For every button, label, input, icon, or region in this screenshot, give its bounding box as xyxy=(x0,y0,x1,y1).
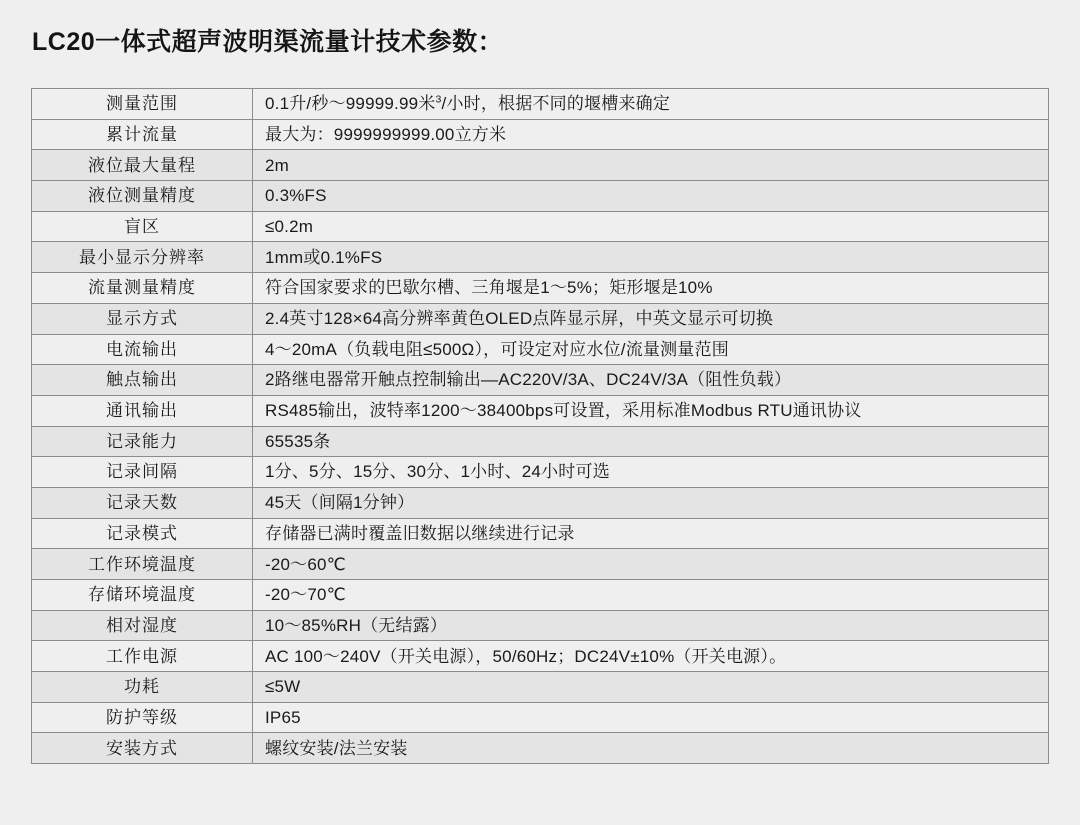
page-title: LC20一体式超声波明渠流量计技术参数： xyxy=(32,28,504,56)
spec-label: 盲区 xyxy=(32,211,253,242)
spec-value: 65535条 xyxy=(253,426,1049,457)
spec-value: -20～70℃ xyxy=(253,580,1049,611)
spec-value: 2m xyxy=(253,150,1049,181)
table-row xyxy=(32,273,1049,304)
table-row xyxy=(32,457,1049,488)
spec-label: 最小显示分辨率 xyxy=(32,242,253,273)
table-row xyxy=(32,181,1049,212)
table-row xyxy=(32,672,1049,703)
spec-label: 记录天数 xyxy=(32,487,253,518)
spec-value: AC 100～240V（开关电源），50/60Hz；DC24V±10%（开关电源）。 xyxy=(253,641,1049,672)
spec-label: 工作电源 xyxy=(32,641,253,672)
spec-value: 螺纹安装/法兰安装 xyxy=(253,733,1049,764)
spec-value: -20～60℃ xyxy=(253,549,1049,580)
table-row xyxy=(32,119,1049,150)
spec-label: 液位测量精度 xyxy=(32,181,253,212)
spec-label: 功耗 xyxy=(32,672,253,703)
spec-value: 1mm或0.1%FS xyxy=(253,242,1049,273)
spec-label: 记录能力 xyxy=(32,426,253,457)
spec-value: 1分、5分、15分、30分、1小时、24小时可选 xyxy=(253,457,1049,488)
spec-value: 4～20mA（负载电阻≤500Ω），可设定对应水位/流量测量范围 xyxy=(253,334,1049,365)
spec-label: 显示方式 xyxy=(32,303,253,334)
table-row xyxy=(32,395,1049,426)
table-row xyxy=(32,733,1049,764)
table-row xyxy=(32,702,1049,733)
spec-label: 工作环境温度 xyxy=(32,549,253,580)
spec-value: ≤0.2m xyxy=(253,211,1049,242)
spec-label: 流量测量精度 xyxy=(32,273,253,304)
spec-value: 2路继电器常开触点控制输出—AC220V/3A、DC24V/3A（阻性负载） xyxy=(253,365,1049,396)
table-row xyxy=(32,334,1049,365)
table-row xyxy=(32,426,1049,457)
table-row xyxy=(32,549,1049,580)
table-row xyxy=(32,641,1049,672)
table-row xyxy=(32,487,1049,518)
spec-value xyxy=(253,89,1049,120)
spec-label: 液位最大量程 xyxy=(32,150,253,181)
spec-label: 存储环境温度 xyxy=(32,580,253,611)
spec-label: 累计流量 xyxy=(32,119,253,150)
spec-value-text: 0.1升/秒～99999.99米$^3$/小时，根据不同的堰槽来确定 xyxy=(265,93,671,114)
spec-value: 45天（间隔1分钟） xyxy=(253,487,1049,518)
spec-value: 符合国家要求的巴歇尔槽、三角堰是1～5%；矩形堰是10% xyxy=(253,273,1049,304)
table-row xyxy=(32,580,1049,611)
spec-label: 相对湿度 xyxy=(32,610,253,641)
spec-label: 记录模式 xyxy=(32,518,253,549)
spec-value: IP65 xyxy=(253,702,1049,733)
spec-value: 最大为：9999999999.00立方米 xyxy=(253,119,1049,150)
table-row xyxy=(32,365,1049,396)
spec-label: 安装方式 xyxy=(32,733,253,764)
table-row xyxy=(32,303,1049,334)
spec-label: 记录间隔 xyxy=(32,457,253,488)
table-row xyxy=(32,89,1049,120)
table-row xyxy=(32,150,1049,181)
spec-value: ≤5W xyxy=(253,672,1049,703)
table-row xyxy=(32,211,1049,242)
table-row xyxy=(32,610,1049,641)
spec-label: 电流输出 xyxy=(32,334,253,365)
table-row xyxy=(32,242,1049,273)
spec-value: 0.3%FS xyxy=(253,181,1049,212)
spec-label: 防护等级 xyxy=(32,702,253,733)
spec-value: RS485输出，波特率1200～38400bps可设置，采用标准Modbus RTU通讯协议 xyxy=(253,395,1049,426)
specification-table xyxy=(31,88,1049,764)
spec-label: 触点输出 xyxy=(32,365,253,396)
spec-value: 10～85%RH（无结露） xyxy=(253,610,1049,641)
spec-label: 测量范围 xyxy=(32,89,253,120)
table-row xyxy=(32,518,1049,549)
spec-value: 存储器已满时覆盖旧数据以继续进行记录 xyxy=(253,518,1049,549)
spec-value: 2.4英寸128×64高分辨率黄色OLED点阵显示屏，中英文显示可切换 xyxy=(253,303,1049,334)
spec-label: 通讯输出 xyxy=(32,395,253,426)
specification-table-body xyxy=(32,89,1049,764)
